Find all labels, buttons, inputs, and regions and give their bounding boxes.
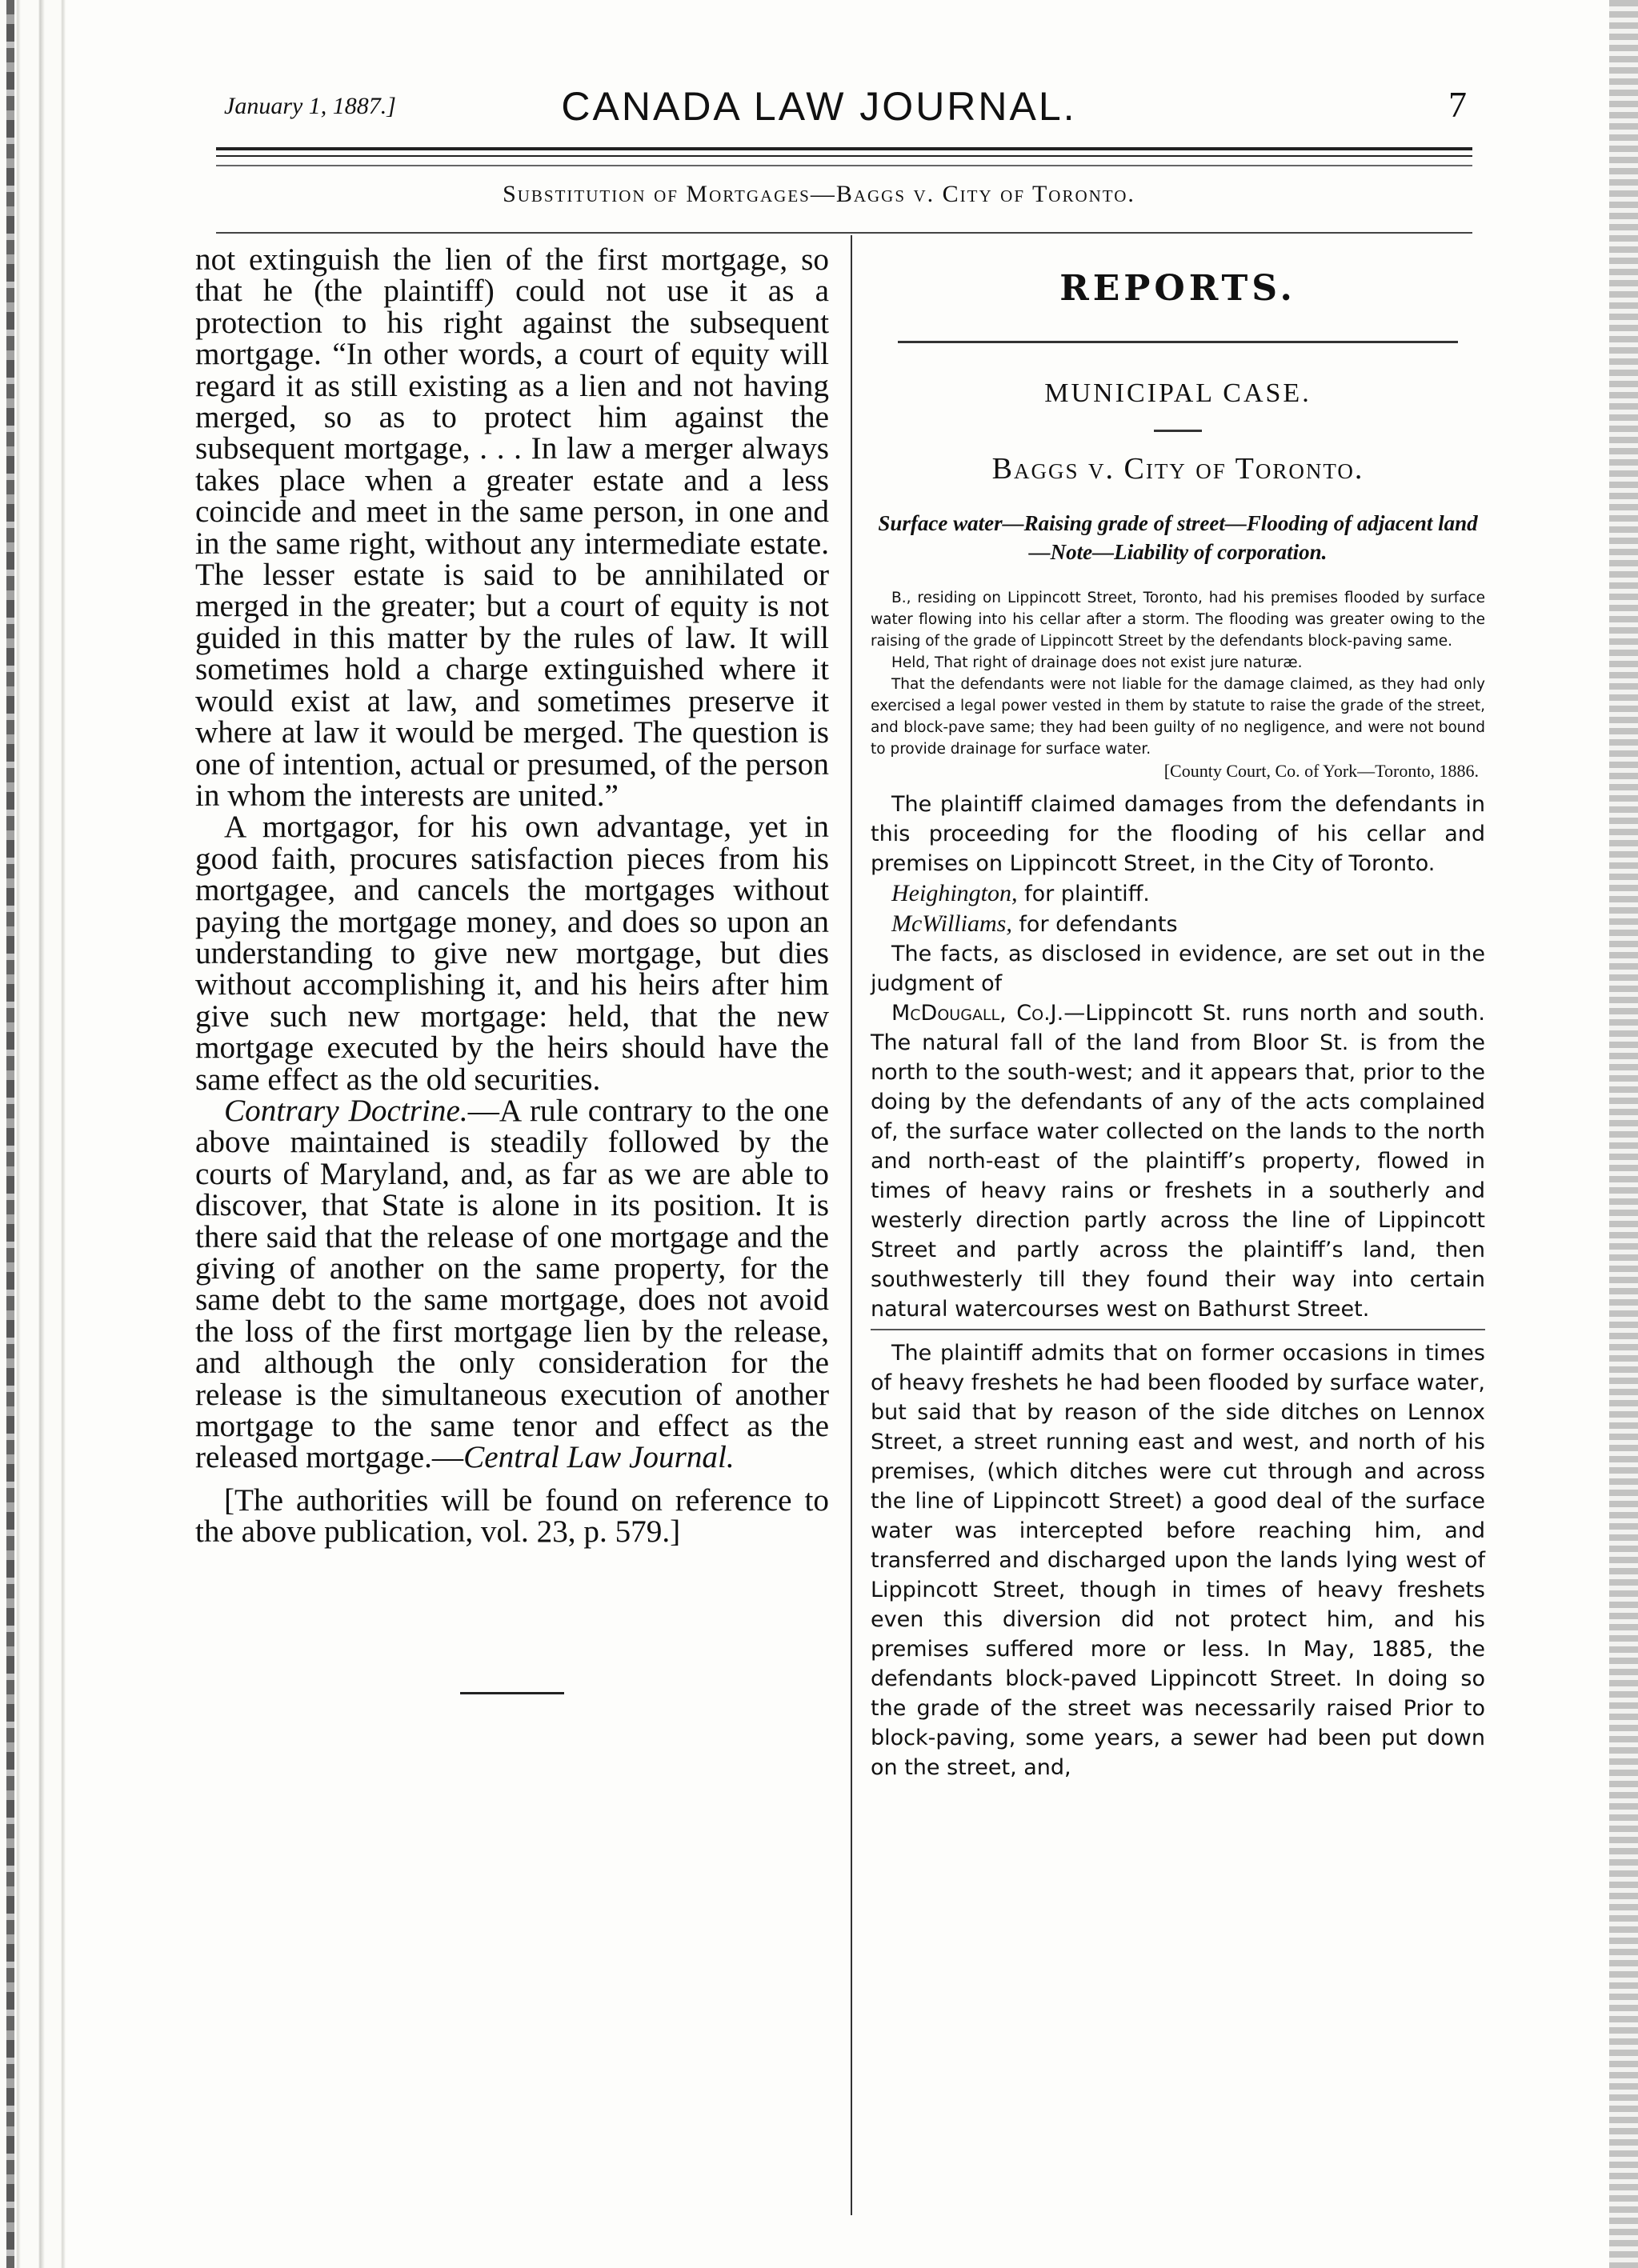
counsel-defendants-name: McWilliams, [891, 910, 1012, 937]
case-body [871, 790, 1485, 1782]
case-type-rule [1154, 430, 1202, 432]
syllabus-paragraph-2: Held, That right of drainage does not exist jure naturæ. [891, 654, 1303, 671]
reports-title: REPORTS. [1059, 268, 1296, 309]
right-column [871, 244, 1485, 1782]
left-paragraph-1: not extinguish the lien of the first mortgage, so that he (the plaintiff) could not use it as a protection to his right against the subsequent mortgage. “In other words, a court of equity will regard it as still existing as a lien and not having merged, so as to protect him against the subsequent mortgage, . . . In law a merger always takes place when a greater estate and a less coincide and meet in the same person, in one and in the same right, without any intermediate estate. The lesser estate is said to be annihilated or merged in the greater; but a court of equity is not guided in this matter by the rules of law. It will sometimes hold a charge extinguished where it would exist at law, and sometimes preserve it where at law it would be merged. The question is one of intention, actual or presumed, of the person in whom the interests are united.” [195, 242, 829, 813]
judgment-separator [871, 1329, 1485, 1330]
judgment-paragraph-2: The plaintiff admits that on former occasions in times of heavy freshets he had been flooded by surface water, but said that by reason of the side ditches on Lennox Street, a street running east and west, and north of his premises, (which ditches were cut through and across the line of Lippincott Street) a good deal of the surface water was intercepted before reaching him, and transferred and discharged upon the lands lying west of Lippincott Street, though in times of heavy freshets even this diversion did not protect him, and his premises suffered more or less. In May, 1885, the defendants block-paved Lippincott Street. In doing so the grade of the street was necessarily raised Prior to block-paving, some years, a sewer had been put down on the street, and, [871, 1341, 1485, 1780]
contrary-doctrine-paragraph [195, 1095, 829, 1474]
issue-date: January 1, 1887.] [224, 93, 396, 119]
contrary-doctrine-heading: Contrary Doctrine. [224, 1093, 468, 1128]
counsel-defendants-role: for defendants [1019, 912, 1178, 937]
header-rule-thick [216, 147, 1472, 150]
journal-title: CANADA LAW JOURNAL. [561, 84, 1077, 129]
book-binding-edge [0, 0, 66, 2268]
counsel-plaintiff-role: for plaintiff. [1024, 882, 1150, 906]
reports-rule [898, 341, 1458, 343]
headnote: Surface water—Raising grade of street—Flooding of adjacent land—Note—Liability of corporation. [878, 511, 1478, 564]
running-head-rule [216, 232, 1472, 234]
case-type: MUNICIPAL CASE. [1044, 378, 1312, 408]
syllabus [871, 587, 1485, 782]
running-head: Substitution of Mortgages—Baggs v. City of Toronto. [503, 181, 1135, 207]
closing-note: [The authorities will be found on reference to the above publication, vol. 23, p. 579.] [195, 1482, 829, 1550]
header-rule-thin [216, 155, 1472, 157]
syllabus-paragraph-1: B., residing on Lippincott Street, Toronto, had his premises flooded by surface water flowing into his cellar after a storm. The flooding was greater owing to the raising of the grade of Lippincott Street by the defendants block-paving same. [871, 590, 1485, 650]
facts-intro: The facts, as disclosed in evidence, are set out in the judgment of [871, 942, 1485, 996]
counsel-plaintiff [871, 878, 1485, 909]
contrary-doctrine-source: Central Law Journal. [463, 1440, 735, 1475]
column-divider [851, 235, 852, 2215]
left-column [195, 244, 829, 1694]
page-right-edge [1609, 0, 1638, 2268]
counsel-plaintiff-name: Heighington, [891, 880, 1018, 906]
judge-name: McDougall, Co.J. [891, 1001, 1064, 1026]
case-name: Baggs v. City of Toronto. [991, 452, 1364, 486]
intro-paragraph: The plaintiff claimed damages from the defendants in this proceeding for the flooding of his cellar and premises on Lippincott Street, in the City of Toronto. [871, 792, 1485, 876]
left-end-rule [460, 1692, 564, 1694]
counsel-defendants [871, 909, 1485, 939]
header-rule-light [216, 165, 1472, 166]
judgment-paragraph-1 [871, 998, 1485, 1324]
contrary-doctrine-text: —A rule contrary to the one above maintained is steadily followed by the courts of Maryland, and, as far as we are able to discover, that State is alone in its position. It is there said that the release of one mortgage and the giving of another on the same property, for the same debt to the same mortgage, does not avoid the loss of the first mortgage lien by the release, and although the only consideration for the release is the simultaneous execution of another mortgage to the same tenor and effect as the released mortgage.— [195, 1093, 830, 1475]
court-citation: [County Court, Co. of York—Toronto, 1886. [1163, 761, 1479, 781]
syllabus-paragraph-3: That the defendants were not liable for the damage claimed, as they had only exercised a legal power vested in them by statute to raise the grade of the street, and block-pave same; they had been guilty of no negligence, and were not bound to provide drainage for surface water. [871, 676, 1485, 758]
left-paragraph-2: A mortgagor, for his own advantage, yet in good faith, procures satisfaction pieces from his mortgagee, and cancels the mortgages without paying the mortgage money, and does so upon an understanding to give new mortgage, but dies without accomplishing it, and his heirs after him give such new mortgage: held, that the new mortgage executed by the heirs should have the same effect as the old securities. [195, 810, 829, 1097]
judgment-text-1: —Lippincott St. runs north and south. The natural fall of the land from Bloor St. is from the north to the south-west; and it appears that, prior to the doing by the defendants of any of the acts complained of, the surface water collected on the lands to the north and north-east of the plaintiff’s property, flowed in times of heavy rains or freshets in a southerly and westerly direction partly across the line of Lippincott Street and partly across the plaintiff’s land, then southwesterly till they found their way into certain natural watercourses west on Bathurst Street. [871, 1001, 1485, 1322]
page-number: 7 [1448, 84, 1467, 125]
